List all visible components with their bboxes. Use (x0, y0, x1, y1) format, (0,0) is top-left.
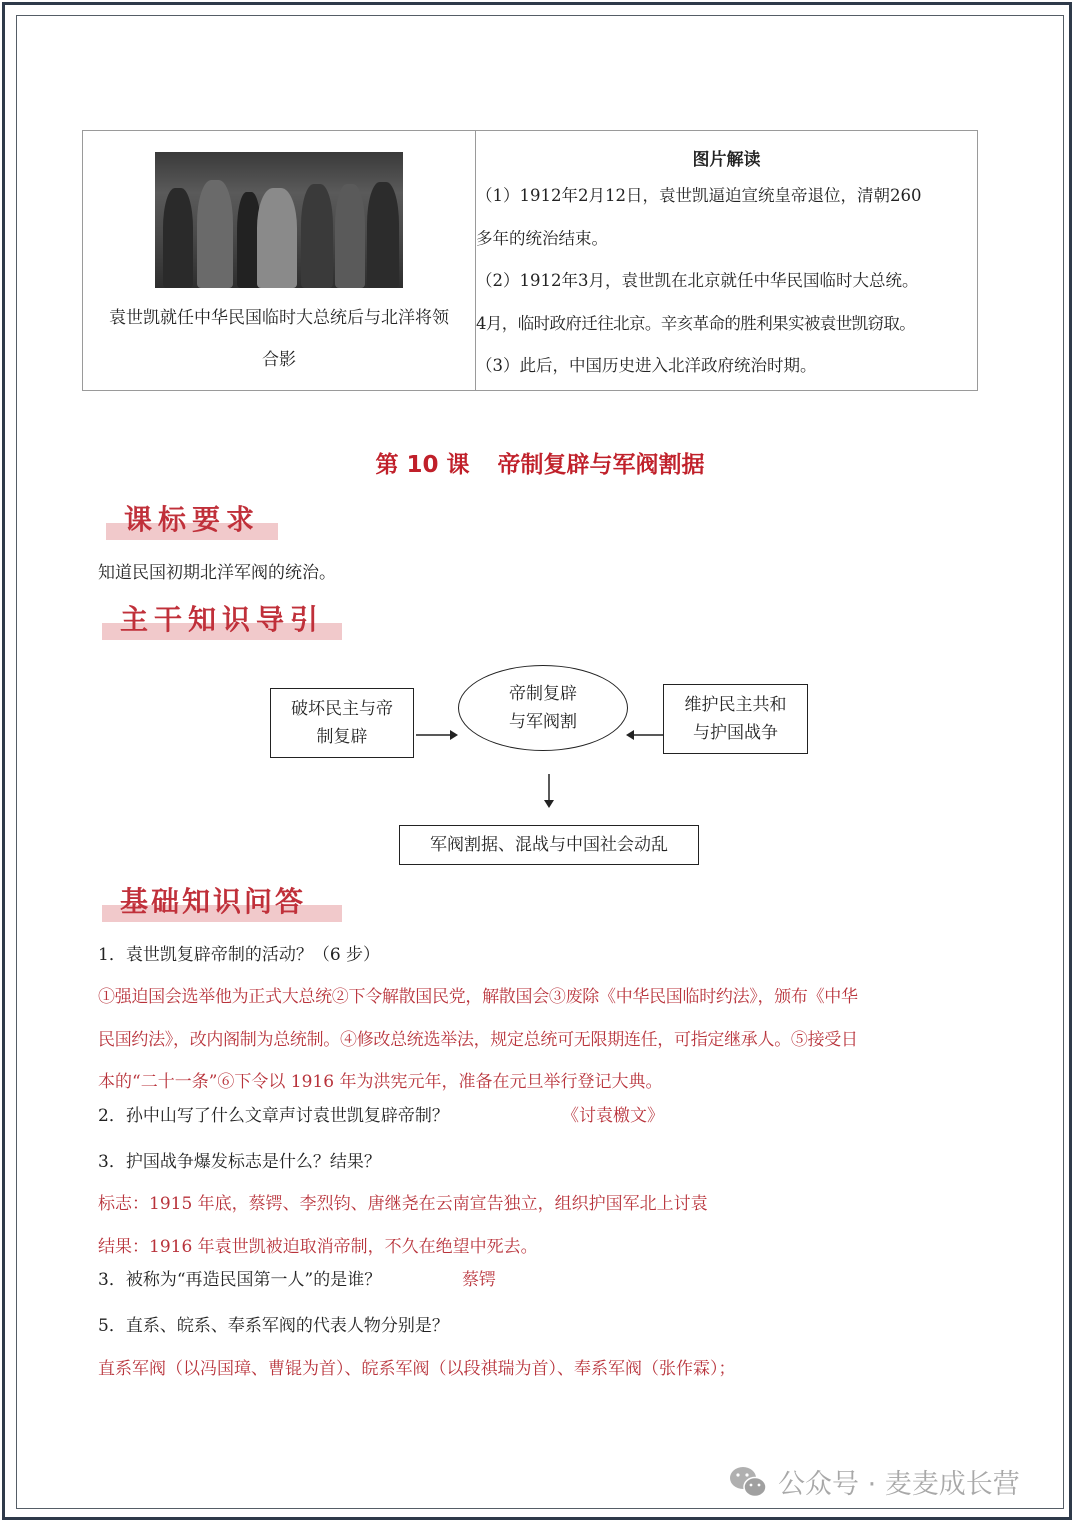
curriculum-text: 知道民国初期北洋军阀的统治。 (98, 563, 336, 583)
arrow-left-icon (624, 728, 666, 742)
diagram-box-destroy-democracy: 破坏民主与帝 制复辟 (270, 688, 414, 758)
arrow-down-icon (542, 772, 556, 810)
footer-text: 公众号 · 麦麦成长营 (778, 1469, 1020, 1500)
lesson-name: 帝制复辟与军阀割据 (497, 452, 705, 478)
photo-caption (83, 297, 475, 381)
answer-4: 蔡锷 (462, 1270, 496, 1290)
question-2: 2．孙中山写了什么文章声讨袁世凯复辟帝制？ (98, 1106, 449, 1126)
answer-3-result: 结果：1916 年袁世凯被迫取消帝制，不久在绝望中死去。 (98, 1237, 538, 1257)
interpretation-line: 多年的统治结束。 (476, 228, 608, 248)
caption-line: 袁世凯就任中华民国临时大总统后与北洋将领 (109, 308, 449, 328)
section-heading-curriculum: 课标要求 (106, 500, 278, 540)
section-heading-qa: 基础知识问答 (102, 882, 342, 922)
answer-2: 《讨袁檄文》 (562, 1106, 664, 1126)
figure-table (82, 130, 978, 391)
interpretation-line: 4月，临时政府迁往北京。辛亥革命的胜利果实被袁世凯窃取。 (476, 313, 916, 333)
historical-photo (155, 152, 403, 288)
interpretation-text (476, 175, 977, 388)
wechat-icon (728, 1465, 768, 1499)
arrow-right-icon (414, 728, 460, 742)
footer-watermark (728, 1462, 1020, 1501)
interpretation-line: （2）1912年3月，袁世凯在北京就任中华民国临时大总统。 (476, 271, 919, 290)
caption-line: 合影 (262, 350, 296, 370)
diagram-center-ellipse: 帝制复辟 与军阀割 (458, 665, 628, 751)
figure-interpretation-cell (476, 131, 977, 390)
diagram-box-warlord-chaos: 军阀割据、混战与中国社会动乱 (399, 825, 699, 865)
answer-3-sign: 标志：1915 年底，蔡锷、李烈钧、唐继尧在云南宣告独立，组织护国军北上讨袁 (98, 1194, 708, 1214)
lesson-title (0, 446, 1080, 479)
question-5: 5．直系、皖系、奉系军阀的代表人物分别是？ (98, 1316, 449, 1336)
question-4: 3．被称为“再造民国第一人”的是谁？ (98, 1270, 382, 1290)
answer-1-line: 本的“二十一条”⑥下令以 1916 年为洪宪元年，准备在元旦举行登记大典。 (98, 1072, 663, 1092)
answer-5: 直系军阀（以冯国璋、曹锟为首）、皖系军阀（以段祺瑞为首）、奉系军阀（张作霖）； (98, 1359, 736, 1379)
lesson-number: 第 10 课 (375, 452, 470, 478)
answer-1-line: ①强迫国会选举他为正式大总统②下令解散国民党，解散国会③废除《中华民国临时约法》，颁布《中华 (98, 987, 858, 1007)
interpretation-line: （3）此后，中国历史进入北洋政府统治时期。 (476, 356, 817, 375)
section-heading-guide: 主干知识导引 (102, 600, 342, 640)
question-1: 1．袁世凯复辟帝制的活动？（6 步） (98, 945, 381, 965)
interpretation-title: 图片解读 (692, 150, 761, 170)
figure-photo-cell (83, 131, 476, 390)
question-3: 3．护国战争爆发标志是什么？结果？ (98, 1152, 381, 1172)
interpretation-line: （1）1912年2月12日，袁世凯逼迫宣统皇帝退位，清朝260 (476, 186, 922, 205)
diagram-box-defend-republic: 维护民主共和 与护国战争 (663, 684, 808, 754)
answer-1-line: 民国约法》，改内阁制为总统制。④修改总统选举法，规定总统可无限期连任，可指定继承人。⑤接受日 (98, 1030, 858, 1050)
